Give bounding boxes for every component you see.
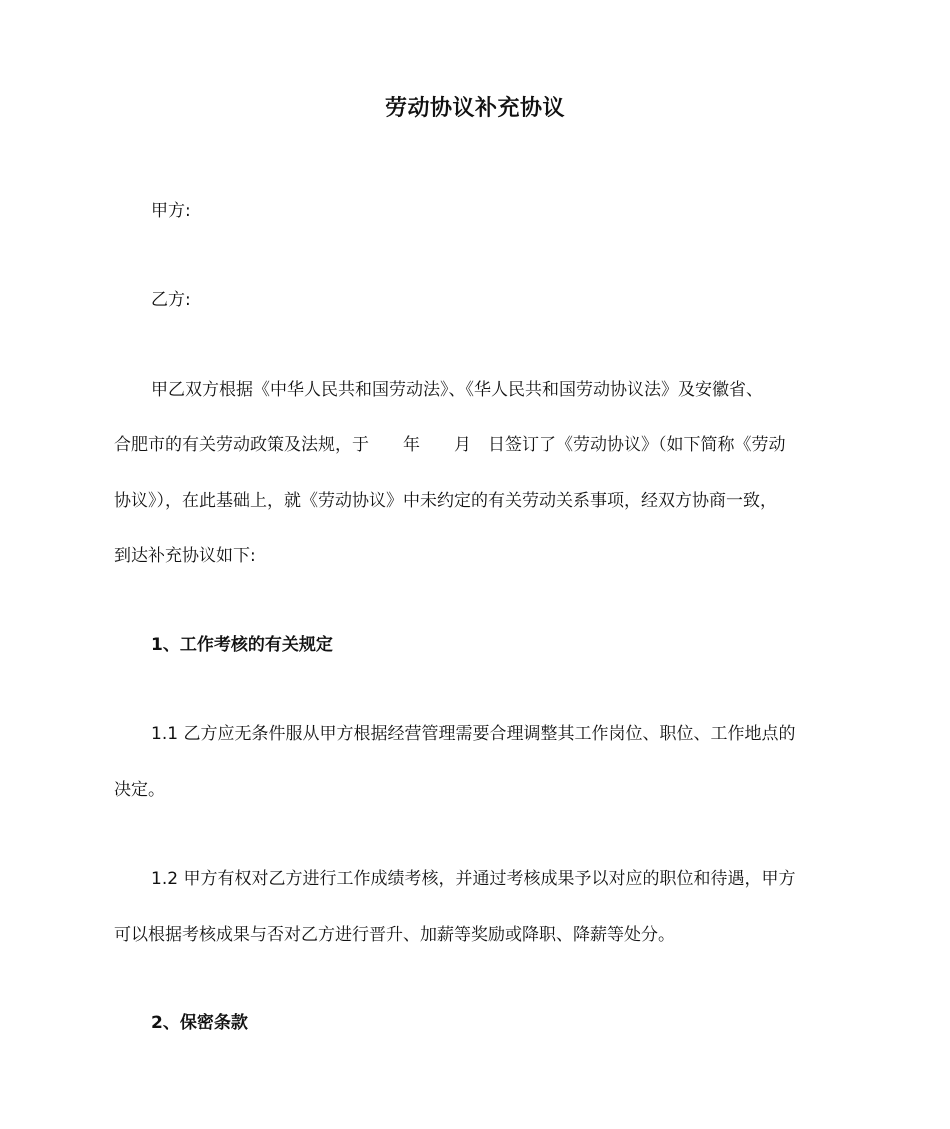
clause-1-1-line-1: 1.1 乙方应无条件服从甲方根据经营管理需要合理调整其工作岗位、职位、工作地点的	[151, 724, 796, 744]
intro-paragraph-line-4: 到达补充协议如下:	[114, 546, 256, 566]
party-b-label: 乙方:	[151, 290, 191, 310]
clause-1-1-line-2: 决定。	[114, 780, 165, 800]
clause-1-2-line-2: 可以根据考核成果与否对乙方进行晋升、加薪等奖励或降职、降薪等处分。	[114, 925, 675, 945]
section-2-heading: 2、保密条款	[151, 1013, 248, 1033]
section-1-heading: 1、工作考核的有关规定	[151, 635, 333, 655]
intro-paragraph-line-2: 合肥市的有关劳动政策及法规，于 年 月 日签订了《劳动协议》（如下简称《劳动	[114, 435, 786, 455]
clause-1-2-line-1: 1.2 甲方有权对乙方进行工作成绩考核，并通过考核成果予以对应的职位和待遇，甲方	[151, 869, 796, 889]
intro-paragraph-line-3: 协议》），在此基础上，就《劳动协议》中未约定的有关劳动关系事项，经双方协商一致，	[114, 491, 777, 511]
party-a-label: 甲方:	[151, 201, 191, 221]
intro-paragraph-line-1: 甲乙双方根据《中华人民共和国劳动法》、《华人民共和国劳动协议法》及安徽省、	[151, 380, 763, 400]
document-title: 劳动协议补充协议	[384, 96, 565, 121]
